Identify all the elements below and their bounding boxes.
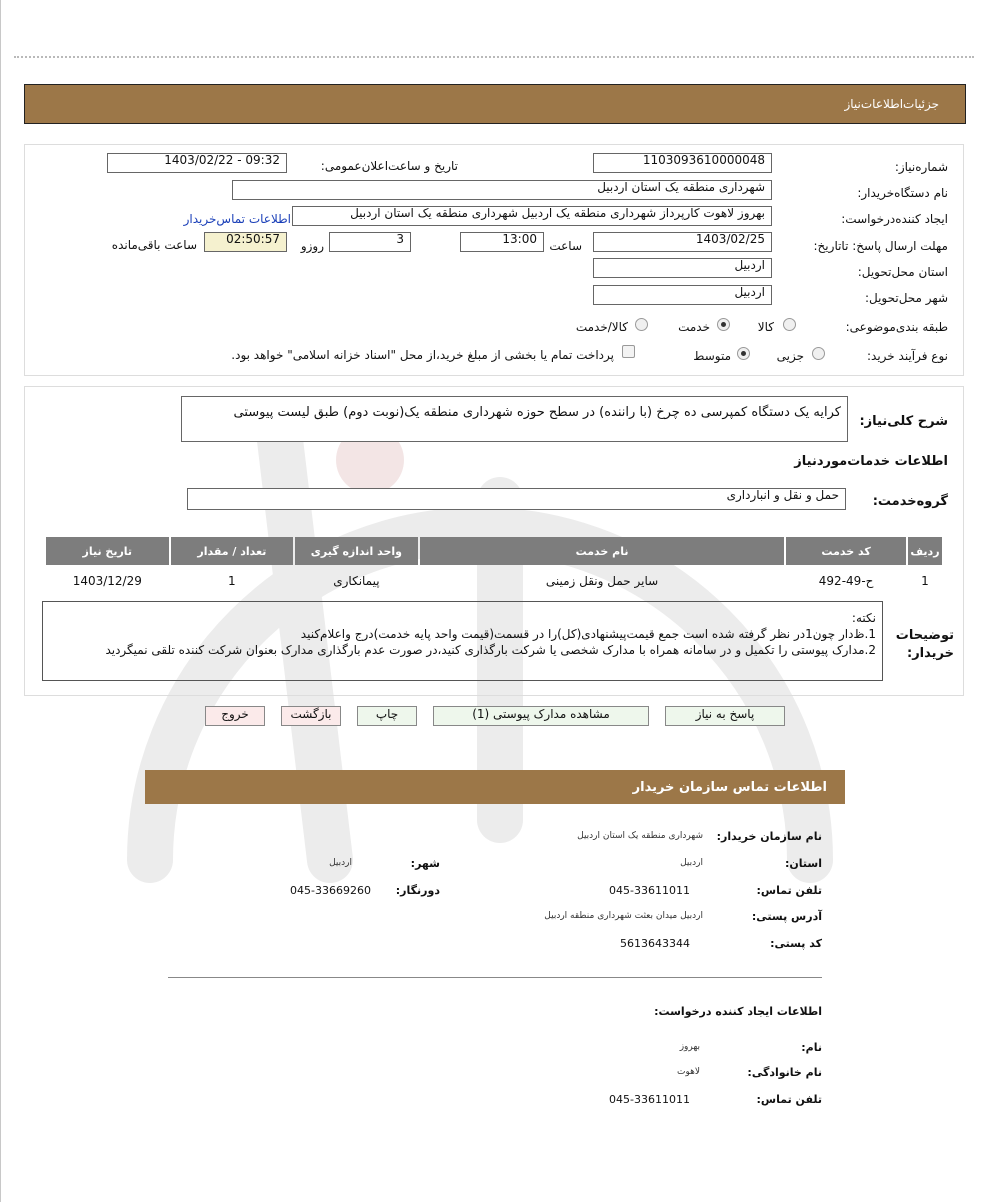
purchase-option-medium: متوسط [693,349,731,363]
requester-family-value: لاهوت [676,1067,700,1077]
fax-value: 045-33669260 [290,884,371,897]
announce-datetime-label: تاریخ و ساعت‌اعلان‌عمومی: [320,159,458,173]
purchase-option-minor: جزیی [776,349,804,363]
need-info-panel [24,144,964,376]
category-option-goods-service: کالا/خدمت [575,320,628,334]
requester-family-label: نام خانوادگی: [747,1066,822,1079]
contact-divider [168,977,822,978]
deadline-label: مهلت ارسال پاسخ: تاتاریخ: [813,239,948,253]
announce-datetime-field: 1403/02/22 - 09:32 [107,153,287,173]
buyer-notes-box [42,601,883,681]
category-radio-goods-service[interactable] [635,318,648,331]
category-option-goods: کالا [757,320,774,334]
province-label: استان: [785,857,822,870]
col-need-date: تاریخ نیاز [46,537,169,565]
print-button[interactable]: چاپ [357,706,417,726]
requester-name-label: نام: [801,1041,822,1054]
reply-to-need-button[interactable]: پاسخ به نیاز [665,706,785,726]
category-label: طبقه بندی‌موضوعی: [845,320,948,334]
category-radio-goods[interactable] [783,318,796,331]
cell-unit: پیمانکاری [333,574,380,588]
cell-service-code: ح-49-492 [818,574,874,588]
view-attachments-button[interactable]: مشاهده مدارک پیوستی (1) [433,706,649,726]
notes-line-1: نکته: [851,611,876,625]
requester-contact-title: اطلاعات ایجاد کننده درخواست: [654,1005,822,1018]
col-quantity: تعداد / مقدار [171,537,294,565]
service-group-label: گروه‌خدمت: [872,494,948,509]
category-radio-service[interactable] [717,318,730,331]
postal-code-value: 5613643344 [620,937,690,950]
delivery-province-field: اردبیل [593,258,772,278]
col-unit: واحد اندازه گیری [295,537,418,565]
requester-name-value: بهروز [679,1042,700,1052]
delivery-city-label: شهر محل‌تحویل: [864,291,948,305]
col-service-code: کد خدمت [786,537,906,565]
phone-label: تلفن تماس: [756,884,822,897]
org-name-label: نام سازمان خریدار: [716,830,822,843]
remaining-time-label: ساعت باقی‌مانده [111,238,197,252]
purchase-radio-medium[interactable] [737,347,750,360]
deadline-date-field: 1403/02/25 [593,232,772,252]
province-value: اردبیل [680,858,703,868]
top-dotted-rule [14,56,974,58]
deadline-days-label: روزو [300,239,324,253]
buyer-contact-title: اطلاعات تماس سازمان خریدار [632,780,827,795]
services-table [44,535,944,597]
phone-value: 045-33611011 [609,884,690,897]
fax-label: دورنگار: [395,884,440,897]
cell-row: 1 [921,574,929,588]
buyer-org-field: شهرداری منطقه یک استان اردبیل [232,180,772,200]
col-service-name: نام خدمت [420,537,785,565]
services-info-title: اطلاعات خدمات‌مورد‌نیاز [794,454,948,469]
page-title: جزئیات‌اطلاعات‌نیاز [844,97,939,111]
category-option-service: خدمت [678,320,710,334]
postal-code-label: کد پستی: [770,937,822,950]
cell-quantity: 1 [228,574,236,588]
requester-field: بهروز لاهوت کارپرداز شهرداری منطقه یک اردبیل شهرداری منطقه یک استان اردبیل [292,206,772,226]
buyer-org-label: نام دستگاه‌خریدار: [857,186,948,200]
cell-service-name: سایر حمل ونقل زمینی [545,574,659,588]
deadline-days-field: 3 [329,232,411,252]
purchase-type-label: نوع فرآیند خرید: [867,349,948,363]
buyer-contact-header [145,770,845,804]
back-button[interactable]: بازگشت [281,706,341,726]
col-row: ردیف [908,537,942,565]
delivery-city-field: اردبیل [593,285,772,305]
need-number-label: شماره‌نیاز: [894,160,948,174]
buyer-contact-link[interactable]: اطلاعات تماس‌خریدار [183,212,291,226]
treasury-docs-label: پرداخت تمام یا بخشی از مبلغ خرید،از محل "اسناد خزانه اسلامی" خواهد بود. [231,348,614,362]
need-number-field: 1103093610000048 [593,153,772,173]
cell-need-date: 1403/12/29 [72,574,142,588]
address-value: اردبیل میدان بعثت شهرداری منطقه اردبیل [544,911,703,921]
table-row [46,567,942,595]
requester-label: ایجاد کننده‌درخواست: [841,212,948,226]
notes-line-2: 1.ظ‌دار چون1در نظر گرفته شده است جمع قیمت‌پیشنهادی(کل)را در قسمت(قیمت واحد پایه خدمت)درج واعلام‌کنید [300,627,876,641]
city-value: اردبیل [329,858,352,868]
description-field: کرایه یک دستگاه کمپرسی ده چرخ (با راننده) در سطح حوزه شهرداری منطقه یک(نوبت دوم) طبق لیست پیوستی [181,396,848,442]
deadline-time-label: ساعت [549,239,582,253]
purchase-radio-minor[interactable] [812,347,825,360]
page-header [24,84,966,124]
remaining-time-field: 02:50:57 [204,232,287,252]
buyer-notes-label: توضیحات خریدار: [895,628,954,661]
delivery-province-label: استان محل‌تحویل: [857,265,948,279]
deadline-time-field: 13:00 [460,232,544,252]
treasury-docs-checkbox[interactable] [622,345,635,358]
description-label: شرح کلی‌نیاز: [859,414,948,429]
org-name-value: شهرداری منطقه یک استان اردبیل [577,831,703,841]
notes-line-3: 2.مدارک پیوستی را تکمیل و در سامانه همراه با مدارک شخصی یا شرکت بارگذاری کنید،در صورت عدم بارگذاری مدارک بعنوان شرکت کننده تلقی نمیگردید [105,643,876,657]
city-label: شهر: [410,857,440,870]
service-group-field: حمل و نقل و انبارداری [187,488,846,510]
page-left-border [0,0,1,1202]
requester-phone-label: تلفن تماس: [756,1093,822,1106]
exit-button[interactable]: خروج [205,706,265,726]
address-label: آدرس پستی: [751,910,822,923]
requester-phone-value: 045-33611011 [609,1093,690,1106]
services-table-header [46,537,942,565]
